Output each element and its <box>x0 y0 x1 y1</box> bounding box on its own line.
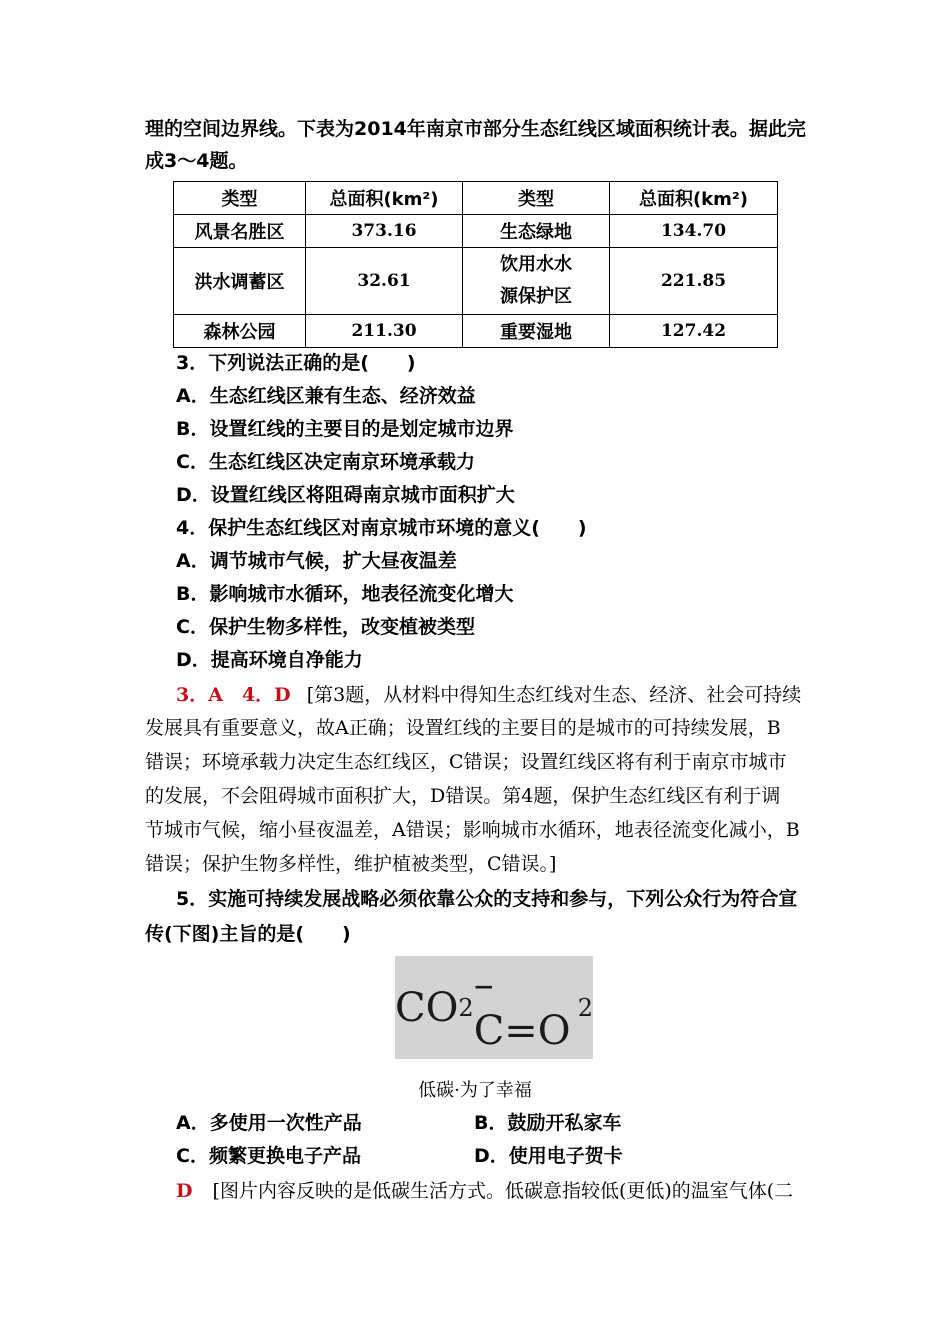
intro-line-2: 成3～4题。 <box>145 150 248 172</box>
table-cell: 211.30 <box>306 315 463 348</box>
table-cell: 重要湿地 <box>463 315 610 348</box>
question-3-option-c: C．生态红线区决定南京环境承载力 <box>176 451 475 473</box>
table-cell: 134.70 <box>610 215 778 248</box>
question-5-option-b: B．鼓励开私家车 <box>474 1112 622 1134</box>
question-3-stem: 3．下列说法正确的是( ) <box>176 352 416 374</box>
question-5-stem-line-2: 传(下图)主旨的是( ) <box>145 923 351 945</box>
table-cell: 373.16 <box>306 215 463 248</box>
answer-key: 3．A 4．D <box>176 684 291 706</box>
table-cell-line: 饮用水水 <box>500 254 572 275</box>
formula-middle: –C=O <box>473 961 571 1054</box>
question-5-option-d: D．使用电子贺卡 <box>474 1145 623 1167</box>
intro-line-1: 理的空间边界线。下表为2014年南京市部分生态红线区域面积统计表。据此完 <box>145 118 806 140</box>
table-header: 类型 <box>174 182 306 215</box>
answer-3-4-line-5: 节城市气候，缩小昼夜温差，A错误；影响城市水循环，地表径流变化减小，B <box>145 819 800 841</box>
answer-key: D <box>176 1180 193 1202</box>
table-header: 总面积(km²) <box>610 182 778 215</box>
question-5-option-a: A．多使用一次性产品 <box>176 1112 362 1134</box>
table-header-row <box>174 182 778 215</box>
question-4-option-d: D．提高环境自净能力 <box>176 649 363 671</box>
table-cell: 洪水调蓄区 <box>174 248 306 315</box>
question-4-option-c: C．保护生物多样性，改变植被类型 <box>176 616 475 638</box>
answer-5-line <box>176 1178 793 1204</box>
table-cell: 32.61 <box>306 248 463 315</box>
question-5-option-c: C．频繁更换电子产品 <box>176 1145 361 1167</box>
table-cell: 森林公园 <box>174 315 306 348</box>
table-header: 总面积(km²) <box>306 182 463 215</box>
table-cell <box>463 248 610 315</box>
table-cell-line: 源保护区 <box>500 286 572 307</box>
answer-3-4-line-4: 的发展，不会阻碍城市面积扩大，D错误。第4题，保护生态红线区有利于调 <box>145 785 781 807</box>
table-cell: 127.42 <box>610 315 778 348</box>
table-row <box>174 215 778 248</box>
formula-subscript: 2 <box>577 993 593 1022</box>
question-3-option-a: A．生态红线区兼有生态、经济效益 <box>176 385 476 407</box>
question-3-option-b: B．设置红线的主要目的是划定城市边界 <box>176 418 514 440</box>
table-row <box>174 248 778 315</box>
low-carbon-formula-figure <box>395 956 593 1059</box>
answer-3-4-line-6: 错误；保护生物多样性，维护植被类型，C错误。] <box>145 853 557 875</box>
area-statistics-table <box>173 181 778 348</box>
question-5-stem-line-1: 5．实施可持续发展战略必须依靠公众的支持和参与，下列公众行为符合宣 <box>176 888 798 910</box>
answer-3-4-line-3: 错误；环境承载力决定生态红线区，C错误；设置红线区将有利于南京市城市 <box>145 751 787 773</box>
question-4-option-a: A．调节城市气候，扩大昼夜温差 <box>176 550 457 572</box>
table-header: 类型 <box>463 182 610 215</box>
formula-co: CO <box>395 984 459 1031</box>
question-4-option-b: B．影响城市水循环，地表径流变化增大 <box>176 583 514 605</box>
formula-subscript: 2 <box>458 993 474 1022</box>
answer-3-4-line-1 <box>176 682 801 708</box>
question-3-option-d: D．设置红线区将阻碍南京城市面积扩大 <box>176 484 515 506</box>
table-cell: 生态绿地 <box>463 215 610 248</box>
table-cell: 221.85 <box>610 248 778 315</box>
answer-3-4-line-2: 发展具有重要意义，故A正确；设置红线的主要目的是城市的可持续发展，B <box>145 717 781 739</box>
table-cell: 风景名胜区 <box>174 215 306 248</box>
question-4-stem: 4．保护生态红线区对南京城市环境的意义( ) <box>176 517 587 539</box>
figure-caption: 低碳·为了幸福 <box>418 1080 532 1101</box>
answer-explanation: [第3题，从材料中得知生态红线对生态、经济、社会可持续 <box>306 684 802 706</box>
answer-explanation: [图片内容反映的是低碳生活方式。低碳意指较低(更低)的温室气体(二 <box>212 1180 794 1202</box>
table-row <box>174 315 778 348</box>
